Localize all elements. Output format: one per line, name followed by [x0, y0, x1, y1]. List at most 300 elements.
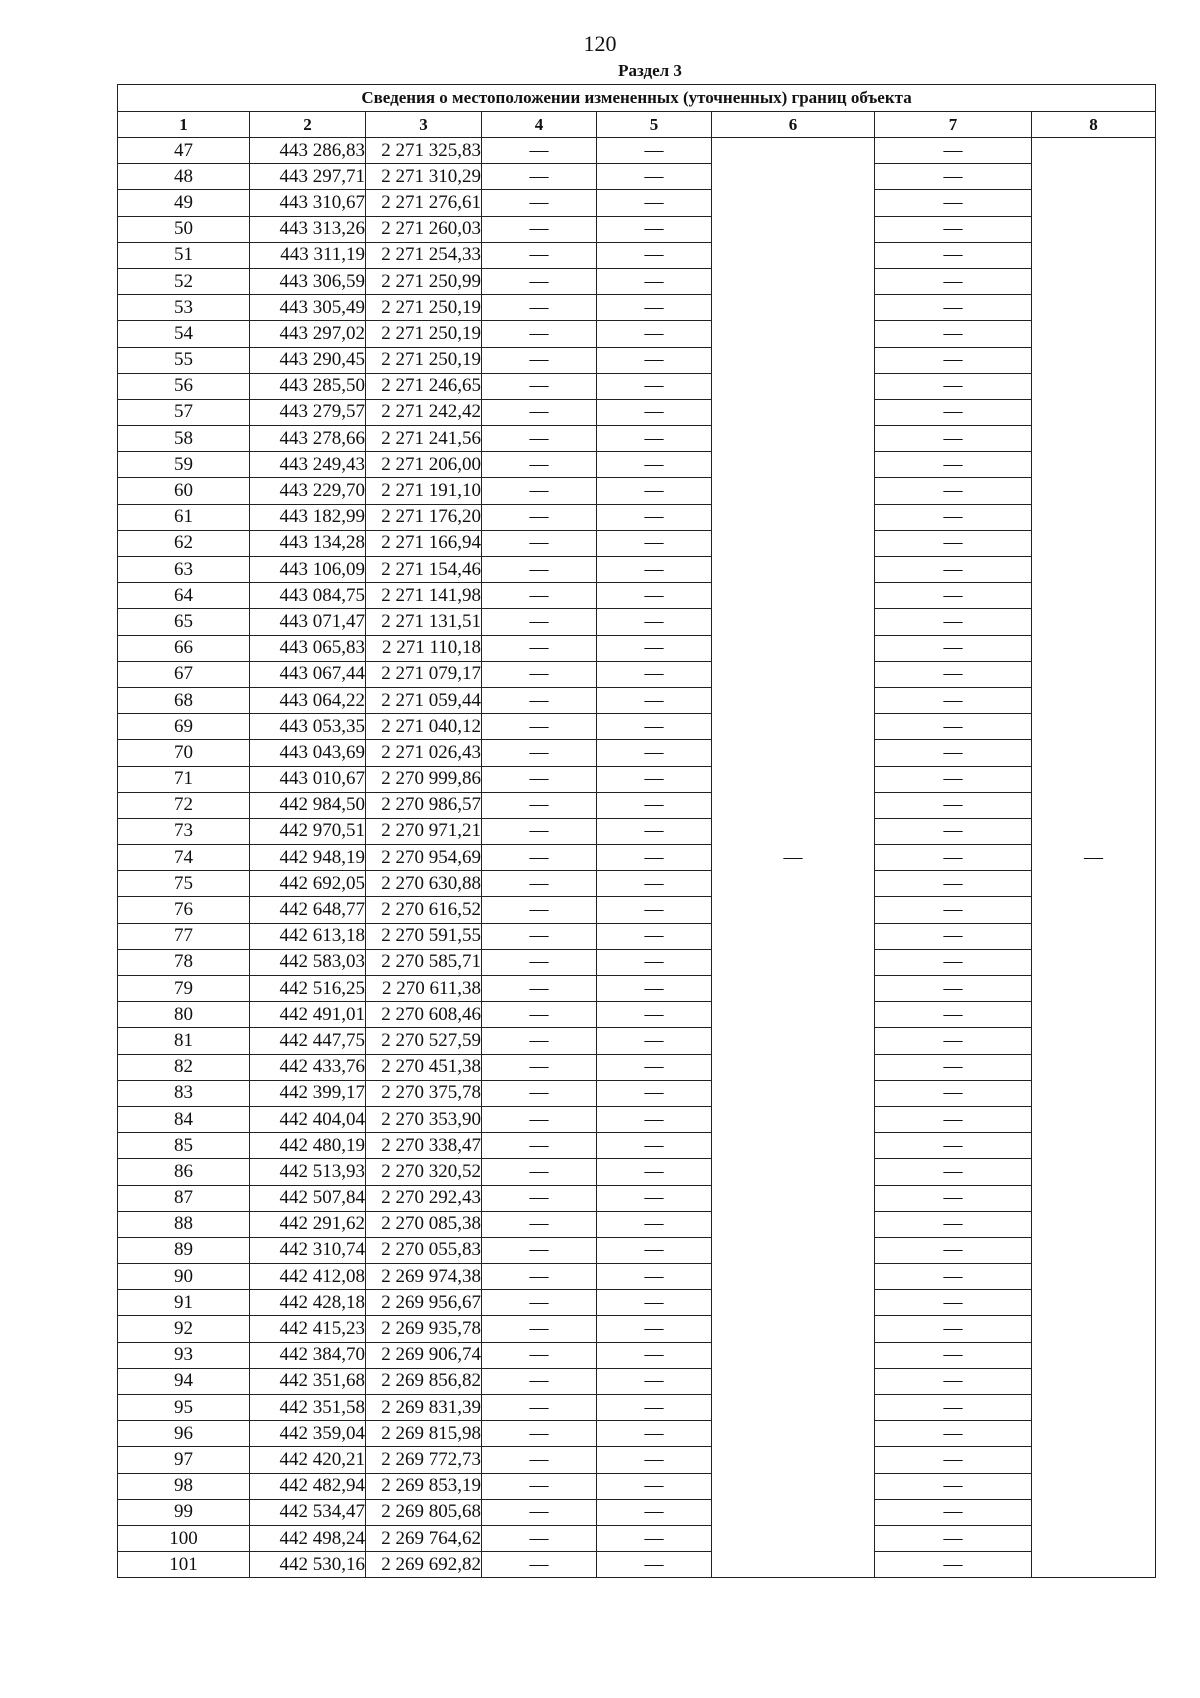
column-4-value: — — [482, 268, 597, 294]
table-row — [118, 1368, 1156, 1394]
column-5-value: — — [597, 714, 712, 740]
column-4-value: — — [482, 1106, 597, 1132]
coordinate-x: 442 433,76 — [250, 1054, 366, 1080]
point-number: 92 — [118, 1316, 250, 1342]
table-row — [118, 321, 1156, 347]
page-number: 120 — [583, 31, 617, 56]
column-4-value: — — [482, 295, 597, 321]
coordinate-y: 2 271 250,19 — [366, 347, 482, 373]
coordinate-x: 443 279,57 — [250, 399, 366, 425]
column-number-3: 3 — [366, 112, 482, 138]
column-8-merged-value: — — [1032, 138, 1156, 1578]
point-number: 56 — [118, 373, 250, 399]
point-number: 97 — [118, 1447, 250, 1473]
column-7-value: — — [875, 557, 1032, 583]
column-7-value: — — [875, 1552, 1032, 1578]
column-4-value: — — [482, 1421, 597, 1447]
point-number: 74 — [118, 845, 250, 871]
table-row — [118, 1395, 1156, 1421]
column-5-value: — — [597, 1211, 712, 1237]
coordinate-x: 442 351,68 — [250, 1368, 366, 1394]
column-number-6: 6 — [712, 112, 875, 138]
coordinate-x: 442 648,77 — [250, 897, 366, 923]
coordinate-x: 442 970,51 — [250, 818, 366, 844]
point-number: 100 — [118, 1525, 250, 1551]
table-row — [118, 1211, 1156, 1237]
coordinate-y: 2 271 246,65 — [366, 373, 482, 399]
coordinate-y: 2 271 260,03 — [366, 216, 482, 242]
column-7-value: — — [875, 1080, 1032, 1106]
coordinate-x: 442 583,03 — [250, 949, 366, 975]
column-7-value: — — [875, 1447, 1032, 1473]
coordinate-x: 443 084,75 — [250, 583, 366, 609]
column-5-value: — — [597, 426, 712, 452]
column-7-value: — — [875, 399, 1032, 425]
column-4-value: — — [482, 583, 597, 609]
column-5-value: — — [597, 138, 712, 164]
table-row — [118, 1342, 1156, 1368]
column-7-value: — — [875, 347, 1032, 373]
point-number: 67 — [118, 661, 250, 687]
column-5-value: — — [597, 399, 712, 425]
coordinate-y: 2 269 692,82 — [366, 1552, 482, 1578]
table-row — [118, 687, 1156, 713]
coordinate-y: 2 271 026,43 — [366, 740, 482, 766]
table-row — [118, 530, 1156, 556]
column-5-value: — — [597, 478, 712, 504]
point-number: 101 — [118, 1552, 250, 1578]
column-5-value: — — [597, 1159, 712, 1185]
table-row — [118, 216, 1156, 242]
column-7-value: — — [875, 897, 1032, 923]
table-row — [118, 1080, 1156, 1106]
point-number: 85 — [118, 1133, 250, 1159]
point-number: 94 — [118, 1368, 250, 1394]
coordinate-y: 2 270 999,86 — [366, 766, 482, 792]
column-5-value: — — [597, 949, 712, 975]
column-number-2: 2 — [250, 112, 366, 138]
coordinate-x: 443 249,43 — [250, 452, 366, 478]
boundary-coordinates-table — [117, 84, 1156, 1578]
point-number: 79 — [118, 976, 250, 1002]
table-caption: Сведения о местоположении измененных (уточненных) границ объекта — [118, 85, 1156, 112]
coordinate-y: 2 269 906,74 — [366, 1342, 482, 1368]
coordinate-y: 2 271 276,61 — [366, 190, 482, 216]
point-number: 47 — [118, 138, 250, 164]
table-row — [118, 138, 1156, 164]
column-5-value: — — [597, 845, 712, 871]
column-5-value: — — [597, 373, 712, 399]
table-row — [118, 976, 1156, 1002]
column-number-1: 1 — [118, 112, 250, 138]
column-7-value: — — [875, 1211, 1032, 1237]
coordinate-x: 443 134,28 — [250, 530, 366, 556]
column-5-value: — — [597, 1447, 712, 1473]
column-5-value: — — [597, 1552, 712, 1578]
coordinate-y: 2 270 630,88 — [366, 871, 482, 897]
column-7-value: — — [875, 1054, 1032, 1080]
point-number: 50 — [118, 216, 250, 242]
column-7-value: — — [875, 321, 1032, 347]
table-row — [118, 1237, 1156, 1263]
column-5-value: — — [597, 687, 712, 713]
column-5-value: — — [597, 295, 712, 321]
column-7-value: — — [875, 190, 1032, 216]
coordinate-x: 442 498,24 — [250, 1525, 366, 1551]
column-7-value: — — [875, 923, 1032, 949]
point-number: 96 — [118, 1421, 250, 1447]
coordinate-y: 2 271 241,56 — [366, 426, 482, 452]
table-row — [118, 1499, 1156, 1525]
coordinate-y: 2 271 166,94 — [366, 530, 482, 556]
column-7-value: — — [875, 478, 1032, 504]
column-7-value: — — [875, 1002, 1032, 1028]
column-5-value: — — [597, 1290, 712, 1316]
coordinate-y: 2 270 585,71 — [366, 949, 482, 975]
point-number: 57 — [118, 399, 250, 425]
point-number: 63 — [118, 557, 250, 583]
column-5-value: — — [597, 766, 712, 792]
coordinate-x: 442 399,17 — [250, 1080, 366, 1106]
column-5-value: — — [597, 268, 712, 294]
point-number: 81 — [118, 1028, 250, 1054]
column-4-value: — — [482, 766, 597, 792]
column-7-value: — — [875, 714, 1032, 740]
table-row — [118, 1421, 1156, 1447]
column-4-value: — — [482, 1395, 597, 1421]
coordinate-x: 442 310,74 — [250, 1237, 366, 1263]
coordinate-y: 2 270 527,59 — [366, 1028, 482, 1054]
point-number: 77 — [118, 923, 250, 949]
column-4-value: — — [482, 1080, 597, 1106]
column-7-value: — — [875, 845, 1032, 871]
coordinate-y: 2 270 320,52 — [366, 1159, 482, 1185]
table-row — [118, 609, 1156, 635]
column-5-value: — — [597, 583, 712, 609]
column-7-value: — — [875, 1185, 1032, 1211]
coordinate-x: 442 491,01 — [250, 1002, 366, 1028]
coordinate-x: 443 290,45 — [250, 347, 366, 373]
point-number: 83 — [118, 1080, 250, 1106]
column-4-value: — — [482, 818, 597, 844]
column-5-value: — — [597, 1054, 712, 1080]
coordinate-y: 2 271 250,19 — [366, 295, 482, 321]
table-row — [118, 190, 1156, 216]
column-5-value: — — [597, 1525, 712, 1551]
table-row — [118, 818, 1156, 844]
coordinate-x: 443 285,50 — [250, 373, 366, 399]
column-5-value: — — [597, 164, 712, 190]
column-4-value: — — [482, 871, 597, 897]
coordinate-y: 2 270 954,69 — [366, 845, 482, 871]
table-row — [118, 504, 1156, 530]
coordinate-y: 2 270 338,47 — [366, 1133, 482, 1159]
coordinate-y: 2 269 831,39 — [366, 1395, 482, 1421]
column-7-value: — — [875, 818, 1032, 844]
column-4-value: — — [482, 1499, 597, 1525]
table-row — [118, 740, 1156, 766]
coordinate-x: 443 278,66 — [250, 426, 366, 452]
column-4-value: — — [482, 1054, 597, 1080]
point-number: 68 — [118, 687, 250, 713]
coordinate-x: 443 313,26 — [250, 216, 366, 242]
column-4-value: — — [482, 845, 597, 871]
coordinate-y: 2 270 085,38 — [366, 1211, 482, 1237]
table-row — [118, 557, 1156, 583]
point-number: 73 — [118, 818, 250, 844]
coordinate-y: 2 271 079,17 — [366, 661, 482, 687]
column-7-value: — — [875, 530, 1032, 556]
table-row — [118, 1002, 1156, 1028]
column-5-value: — — [597, 661, 712, 687]
column-5-value: — — [597, 1185, 712, 1211]
table-row — [118, 923, 1156, 949]
table-row — [118, 1525, 1156, 1551]
column-4-value: — — [482, 1237, 597, 1263]
coordinate-y: 2 271 250,19 — [366, 321, 482, 347]
point-number: 59 — [118, 452, 250, 478]
table-row — [118, 1159, 1156, 1185]
column-5-value: — — [597, 1421, 712, 1447]
column-7-value: — — [875, 1106, 1032, 1132]
column-4-value: — — [482, 1028, 597, 1054]
coordinate-x: 443 043,69 — [250, 740, 366, 766]
point-number: 72 — [118, 792, 250, 818]
point-number: 98 — [118, 1473, 250, 1499]
column-7-value: — — [875, 871, 1032, 897]
column-7-value: — — [875, 268, 1032, 294]
column-7-value: — — [875, 766, 1032, 792]
point-number: 70 — [118, 740, 250, 766]
coordinate-x: 442 513,93 — [250, 1159, 366, 1185]
coordinate-x: 443 071,47 — [250, 609, 366, 635]
table-row — [118, 373, 1156, 399]
point-number: 93 — [118, 1342, 250, 1368]
coordinate-y: 2 271 131,51 — [366, 609, 482, 635]
point-number: 84 — [118, 1106, 250, 1132]
point-number: 75 — [118, 871, 250, 897]
column-7-value: — — [875, 1264, 1032, 1290]
column-4-value: — — [482, 399, 597, 425]
column-4-value: — — [482, 687, 597, 713]
coordinate-x: 443 305,49 — [250, 295, 366, 321]
column-5-value: — — [597, 897, 712, 923]
coordinate-x: 442 447,75 — [250, 1028, 366, 1054]
column-5-value: — — [597, 792, 712, 818]
column-4-value: — — [482, 478, 597, 504]
column-number-5: 5 — [597, 112, 712, 138]
table-row — [118, 661, 1156, 687]
column-5-value: — — [597, 976, 712, 1002]
coordinate-x: 443 229,70 — [250, 478, 366, 504]
coordinate-x: 443 297,02 — [250, 321, 366, 347]
coordinate-y: 2 269 935,78 — [366, 1316, 482, 1342]
coordinate-x: 442 692,05 — [250, 871, 366, 897]
coordinate-x: 442 428,18 — [250, 1290, 366, 1316]
coordinate-x: 442 948,19 — [250, 845, 366, 871]
column-4-value: — — [482, 321, 597, 347]
table-row — [118, 478, 1156, 504]
column-7-value: — — [875, 373, 1032, 399]
coordinate-x: 443 297,71 — [250, 164, 366, 190]
coordinate-y: 2 270 591,55 — [366, 923, 482, 949]
column-5-value: — — [597, 1368, 712, 1394]
column-7-value: — — [875, 949, 1032, 975]
table-row — [118, 1133, 1156, 1159]
table-row — [118, 1447, 1156, 1473]
coordinate-x: 442 480,19 — [250, 1133, 366, 1159]
point-number: 58 — [118, 426, 250, 452]
coordinate-x: 443 053,35 — [250, 714, 366, 740]
column-4-value: — — [482, 1316, 597, 1342]
coordinate-y: 2 270 451,38 — [366, 1054, 482, 1080]
column-7-value: — — [875, 1473, 1032, 1499]
table-row — [118, 1316, 1156, 1342]
table-row — [118, 268, 1156, 294]
column-7-value: — — [875, 504, 1032, 530]
coordinate-y: 2 270 055,83 — [366, 1237, 482, 1263]
column-5-value: — — [597, 1316, 712, 1342]
table-row — [118, 242, 1156, 268]
coordinate-y: 2 270 292,43 — [366, 1185, 482, 1211]
section-title: Раздел 3 — [618, 61, 682, 80]
column-7-value: — — [875, 164, 1032, 190]
column-7-value: — — [875, 216, 1032, 242]
column-5-value: — — [597, 635, 712, 661]
column-4-value: — — [482, 557, 597, 583]
coordinate-x: 443 310,67 — [250, 190, 366, 216]
coordinate-x: 442 530,16 — [250, 1552, 366, 1578]
coordinate-y: 2 271 250,99 — [366, 268, 482, 294]
column-5-value: — — [597, 818, 712, 844]
column-7-value: — — [875, 242, 1032, 268]
coordinate-x: 442 482,94 — [250, 1473, 366, 1499]
column-4-value: — — [482, 242, 597, 268]
column-7-value: — — [875, 1421, 1032, 1447]
column-4-value: — — [482, 897, 597, 923]
column-7-value: — — [875, 138, 1032, 164]
column-4-value: — — [482, 1447, 597, 1473]
coordinate-x: 442 359,04 — [250, 1421, 366, 1447]
coordinate-y: 2 271 110,18 — [366, 635, 482, 661]
column-5-value: — — [597, 504, 712, 530]
point-number: 88 — [118, 1211, 250, 1237]
coordinate-y: 2 269 853,19 — [366, 1473, 482, 1499]
point-number: 87 — [118, 1185, 250, 1211]
point-number: 62 — [118, 530, 250, 556]
column-number-8: 8 — [1032, 112, 1156, 138]
column-7-value: — — [875, 1290, 1032, 1316]
coordinate-x: 443 106,09 — [250, 557, 366, 583]
column-7-value: — — [875, 661, 1032, 687]
coordinate-y: 2 271 191,10 — [366, 478, 482, 504]
coordinate-x: 442 516,25 — [250, 976, 366, 1002]
point-number: 48 — [118, 164, 250, 190]
coordinate-y: 2 271 040,12 — [366, 714, 482, 740]
coordinate-y: 2 270 608,46 — [366, 1002, 482, 1028]
column-4-value: — — [482, 347, 597, 373]
column-4-value: — — [482, 1368, 597, 1394]
coordinate-x: 443 311,19 — [250, 242, 366, 268]
coordinate-y: 2 270 986,57 — [366, 792, 482, 818]
coordinate-x: 443 010,67 — [250, 766, 366, 792]
coordinate-y: 2 269 805,68 — [366, 1499, 482, 1525]
column-5-value: — — [597, 347, 712, 373]
coordinate-x: 443 306,59 — [250, 268, 366, 294]
coordinate-x: 442 351,58 — [250, 1395, 366, 1421]
column-4-value: — — [482, 949, 597, 975]
table-row — [118, 1106, 1156, 1132]
column-4-value: — — [482, 1342, 597, 1368]
column-7-value: — — [875, 635, 1032, 661]
point-number: 64 — [118, 583, 250, 609]
column-4-value: — — [482, 1264, 597, 1290]
coordinate-x: 443 067,44 — [250, 661, 366, 687]
table-row — [118, 399, 1156, 425]
point-number: 95 — [118, 1395, 250, 1421]
coordinate-x: 443 286,83 — [250, 138, 366, 164]
column-5-value: — — [597, 452, 712, 478]
column-7-value: — — [875, 1237, 1032, 1263]
table-row — [118, 845, 1156, 871]
column-7-value: — — [875, 295, 1032, 321]
coordinate-y: 2 270 353,90 — [366, 1106, 482, 1132]
coordinate-x: 442 384,70 — [250, 1342, 366, 1368]
coordinate-y: 2 271 176,20 — [366, 504, 482, 530]
coordinate-y: 2 269 772,73 — [366, 1447, 482, 1473]
coordinate-y: 2 271 254,33 — [366, 242, 482, 268]
table-row — [118, 295, 1156, 321]
column-5-value: — — [597, 1237, 712, 1263]
coordinate-y: 2 270 375,78 — [366, 1080, 482, 1106]
column-4-value: — — [482, 609, 597, 635]
column-4-value: — — [482, 1211, 597, 1237]
column-4-value: — — [482, 923, 597, 949]
point-number: 60 — [118, 478, 250, 504]
table-row — [118, 1290, 1156, 1316]
coordinate-y: 2 270 616,52 — [366, 897, 482, 923]
coordinate-x: 442 291,62 — [250, 1211, 366, 1237]
column-7-value: — — [875, 740, 1032, 766]
table-row — [118, 452, 1156, 478]
column-4-value: — — [482, 504, 597, 530]
table-row — [118, 635, 1156, 661]
coordinate-y: 2 271 141,98 — [366, 583, 482, 609]
column-4-value: — — [482, 1525, 597, 1551]
column-4-value: — — [482, 452, 597, 478]
column-4-value: — — [482, 216, 597, 242]
column-7-value: — — [875, 1499, 1032, 1525]
column-5-value: — — [597, 557, 712, 583]
coordinate-y: 2 269 815,98 — [366, 1421, 482, 1447]
coordinate-x: 442 534,47 — [250, 1499, 366, 1525]
column-7-value: — — [875, 1525, 1032, 1551]
table-row — [118, 871, 1156, 897]
column-7-value: — — [875, 1316, 1032, 1342]
column-7-value: — — [875, 1395, 1032, 1421]
point-number: 78 — [118, 949, 250, 975]
column-5-value: — — [597, 242, 712, 268]
point-number: 49 — [118, 190, 250, 216]
table-row — [118, 714, 1156, 740]
column-5-value: — — [597, 1133, 712, 1159]
table-row — [118, 1473, 1156, 1499]
column-7-value: — — [875, 1159, 1032, 1185]
point-number: 80 — [118, 1002, 250, 1028]
coordinate-y: 2 271 242,42 — [366, 399, 482, 425]
coordinate-y: 2 271 310,29 — [366, 164, 482, 190]
coordinate-x: 442 420,21 — [250, 1447, 366, 1473]
